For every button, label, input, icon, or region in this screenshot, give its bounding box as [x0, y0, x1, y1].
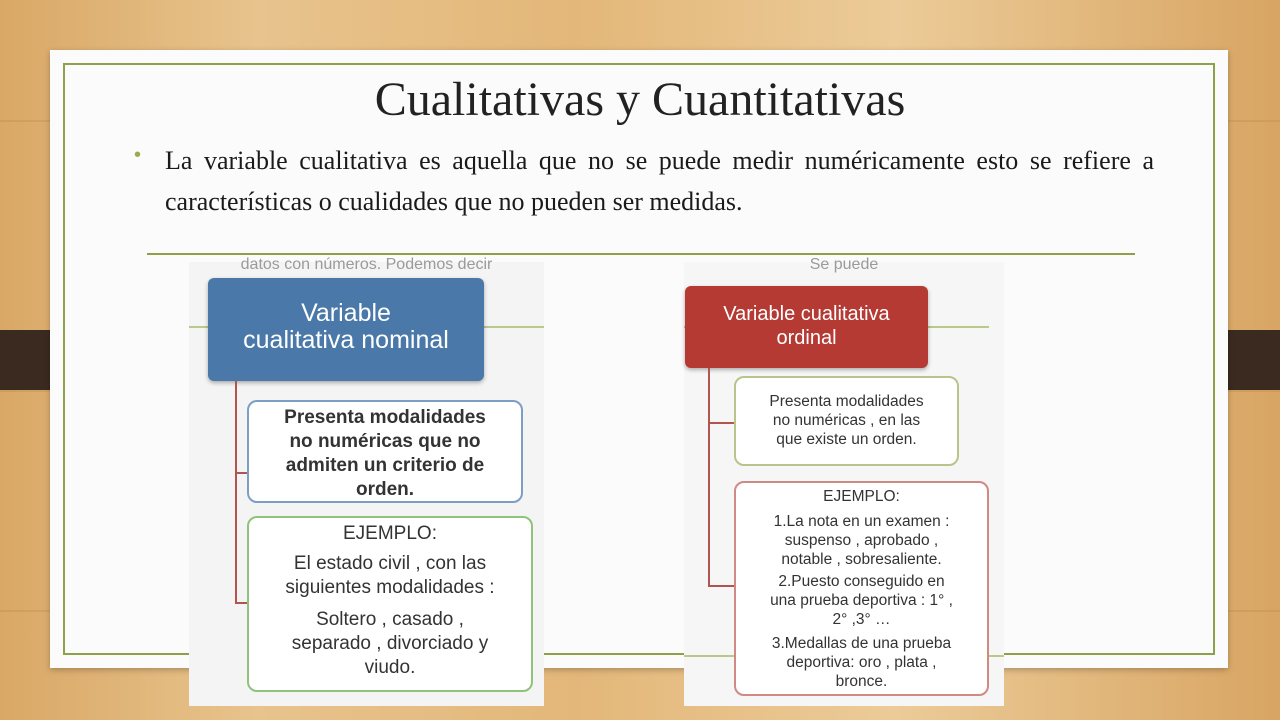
heading-ordinal-label: Variable cualitativa ordinal: [723, 303, 890, 349]
diagram-nominal: [189, 256, 544, 706]
definition-nominal-text: Presenta modalidades no numéricas que no admiten un criterio de orden.: [284, 407, 486, 500]
example-box-nominal: [247, 516, 533, 692]
connector-line: [708, 368, 710, 586]
definition-ordinal-text: Presenta modalidades no numéricas , en las que existe un orden.: [769, 393, 924, 448]
example-title-nominal: EJEMPLO:: [343, 523, 437, 544]
heading-nominal-label: Variable cualitativa nominal: [243, 299, 449, 354]
faint-background-text: datos con números. Podemos decir: [240, 256, 493, 273]
connector-line: [235, 472, 247, 474]
example-2-ordinal: 2.Puesto conseguido en una prueba deportiva : 1° , 2° ,3° …: [770, 573, 953, 628]
example-box-ordinal: [734, 481, 989, 696]
definition-box-nominal: [247, 400, 523, 503]
example-3-ordinal: 3.Medallas de una prueba deportiva: oro , plata , bronce.: [771, 635, 952, 690]
connector-line: [708, 422, 734, 424]
heading-nominal: [208, 278, 484, 381]
example-values-nominal: Soltero , casado , separado , divorciado y viudo.: [291, 609, 489, 678]
example-title-ordinal: EJEMPLO:: [823, 488, 900, 505]
connector-line: [708, 585, 734, 587]
slide-title: Cualitativas y Cuantitativas: [374, 73, 906, 126]
example-1-ordinal: 1.La nota en un examen : suspenso , aprobado , notable , sobresaliente.: [773, 513, 950, 568]
slide-paragraph: La variable cualitativa es aquella que no se puede medir numéricamente esto se refiere a características o cualidades que no pueden ser medidas.: [165, 146, 1154, 216]
connector-line: [235, 381, 237, 603]
divider: [147, 253, 1135, 255]
faint-background-text: Se puede: [809, 256, 879, 273]
bullet-icon: •: [134, 144, 142, 166]
definition-box-ordinal: [734, 376, 959, 466]
example-body-nominal: El estado civil , con las siguientes modalidades :: [285, 553, 495, 598]
connector-line: [235, 602, 247, 604]
heading-ordinal: [685, 286, 928, 368]
diagram-ordinal: [684, 256, 1004, 706]
